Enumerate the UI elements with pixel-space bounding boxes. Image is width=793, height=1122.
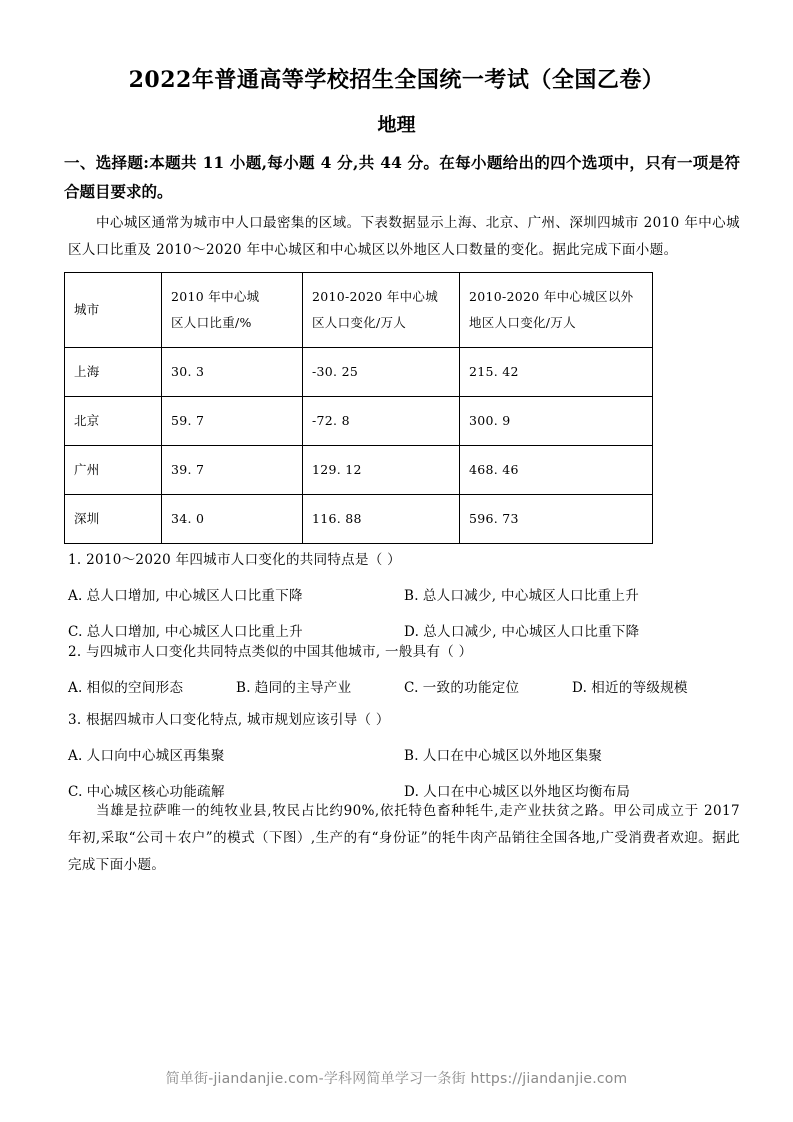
table-cell-outside-change: 468. 46 — [460, 446, 653, 495]
question-1-option-d-label: D. — [404, 624, 420, 640]
question-3-option-row-1 — [68, 744, 740, 768]
table-header-center-change — [303, 273, 460, 348]
question-2-option-a-label: A. — [68, 680, 83, 696]
population-data-table — [64, 272, 634, 544]
question-2-option-d[interactable] — [572, 676, 740, 700]
question-2 — [68, 640, 740, 712]
table-cell-center-share: 34. 0 — [162, 495, 303, 544]
table-cell-center-change: -30. 25 — [303, 348, 460, 397]
question-2-option-b-label: B. — [236, 680, 251, 696]
question-stem-paragraph-2: 当雄是拉萨唯一的纯牧业县,牧民占比约90%,依托特色畜种牦牛,走产业扶贫之路。甲公司成立于 2017 年初,采取“公司＋农户”的模式（下图）,生产的有“身份证”的牦牛肉产品销往全国各地,广受消费者欢迎。据此完成下面小题。 — [68, 803, 740, 873]
table-header-center-change-line1: 2010-2020 年中心城 — [312, 289, 439, 304]
section-heading: 一、选择题:本题共 11 小题,每小题 4 分,共 44 分。在每小题给出的四个选项中，只有一项是符合题目要求的。 — [64, 153, 740, 201]
question-3-option-d-label: D. — [404, 784, 420, 800]
table-cell-center-share: 30. 3 — [162, 348, 303, 397]
table-cell-city: 深圳 — [65, 495, 162, 544]
question-1-text: 1. 2010～2020 年四城市人口变化的共同特点是（ ） — [68, 552, 401, 568]
question-3-text: 3. 根据四城市人口变化特点, 城市规划应该引导（ ） — [68, 712, 390, 728]
table-cell-outside-change: 596. 73 — [460, 495, 653, 544]
subject-title: 地理 — [377, 114, 416, 136]
table-cell-center-change: 129. 12 — [303, 446, 460, 495]
table-cell-center-change: -72. 8 — [303, 397, 460, 446]
question-3-option-c-text: 中心城区核心功能疏解 — [86, 784, 225, 800]
table-header-center-change-line2: 区人口变化/万人 — [312, 315, 407, 330]
question-1-option-d-text: 总人口减少, 中心城区人口比重下降 — [423, 624, 640, 640]
table-header-center-share-line1: 2010 年中心城 — [171, 289, 260, 304]
table-cell-city: 北京 — [65, 397, 162, 446]
question-2-text: 2. 与四城市人口变化共同特点类似的中国其他城市, 一般具有（ ） — [68, 644, 473, 660]
question-3-option-b-text: 人口在中心城区以外地区集聚 — [422, 748, 603, 764]
table-header-outside-change — [460, 273, 653, 348]
question-2-option-c-label: C. — [404, 680, 419, 696]
question-2-option-d-text: 相近的等级规模 — [591, 680, 688, 696]
table-header-city: 城市 — [65, 273, 162, 348]
table-header-center-share-line2: 区人口比重/% — [171, 315, 252, 330]
table-row — [65, 495, 653, 544]
question-3-option-b-label: B. — [404, 748, 419, 764]
table-cell-center-share: 59. 7 — [162, 397, 303, 446]
question-1-option-a[interactable] — [68, 584, 404, 608]
question-2-option-c-text: 一致的功能定位 — [422, 680, 520, 696]
table-row — [65, 348, 653, 397]
table-header-row — [65, 273, 653, 348]
table-header-outside-change-line2: 地区人口变化/万人 — [469, 315, 576, 330]
question-3-option-a-text: 人口向中心城区再集聚 — [86, 748, 225, 764]
table-header-outside-change-line1: 2010-2020 年中心城区以外 — [469, 289, 634, 304]
table-cell-city: 上海 — [65, 348, 162, 397]
question-stem-paragraph-1: 中心城区通常为城市中人口最密集的区域。下表数据显示上海、北京、广州、深圳四城市 2010 年中心城区人口比重及 2010～2020 年中心城区和中心城区以外地区人口数量的变化。据此完成下面小题。 — [68, 215, 740, 258]
table-row — [65, 446, 653, 495]
question-1-option-b[interactable] — [404, 584, 740, 608]
question-2-option-row-1 — [68, 676, 740, 700]
question-2-option-a[interactable] — [68, 676, 236, 700]
table-cell-city: 广州 — [65, 446, 162, 495]
question-2-option-d-label: D. — [572, 680, 588, 696]
question-1-option-c-label: C. — [68, 624, 83, 640]
table-row — [65, 397, 653, 446]
table-cell-center-share: 39. 7 — [162, 446, 303, 495]
table-cell-outside-change: 215. 42 — [460, 348, 653, 397]
question-1-option-row-1 — [68, 584, 740, 608]
question-3-option-c-label: C. — [68, 784, 83, 800]
question-3-option-a[interactable] — [68, 744, 404, 768]
question-2-option-b-text: 趋同的主导产业 — [254, 680, 352, 696]
question-2-option-c[interactable] — [404, 676, 572, 700]
question-3-option-b[interactable] — [404, 744, 740, 768]
question-2-option-b[interactable] — [236, 676, 404, 700]
question-1-option-a-label: A. — [68, 588, 83, 604]
question-1-option-b-label: B. — [404, 588, 419, 604]
table-cell-outside-change: 300. 9 — [460, 397, 653, 446]
question-3-option-a-label: A. — [68, 748, 83, 764]
table-cell-center-change: 116. 88 — [303, 495, 460, 544]
question-2-option-a-text: 相似的空间形态 — [86, 680, 184, 696]
page-title: 2022年普通高等学校招生全国统一考试（全国乙卷） — [128, 67, 665, 93]
question-1-option-b-text: 总人口减少, 中心城区人口比重上升 — [422, 588, 639, 604]
question-1-option-a-text: 总人口增加, 中心城区人口比重下降 — [86, 588, 303, 604]
table-header-center-share — [162, 273, 303, 348]
question-1-option-c-text: 总人口增加, 中心城区人口比重上升 — [86, 624, 303, 640]
footer-watermark: 简单街-jiandanjie.com-学科网简单学习一条街 https://jiandanjie.com — [165, 1071, 628, 1087]
question-3-option-d-text: 人口在中心城区以外地区均衡布局 — [423, 784, 631, 800]
